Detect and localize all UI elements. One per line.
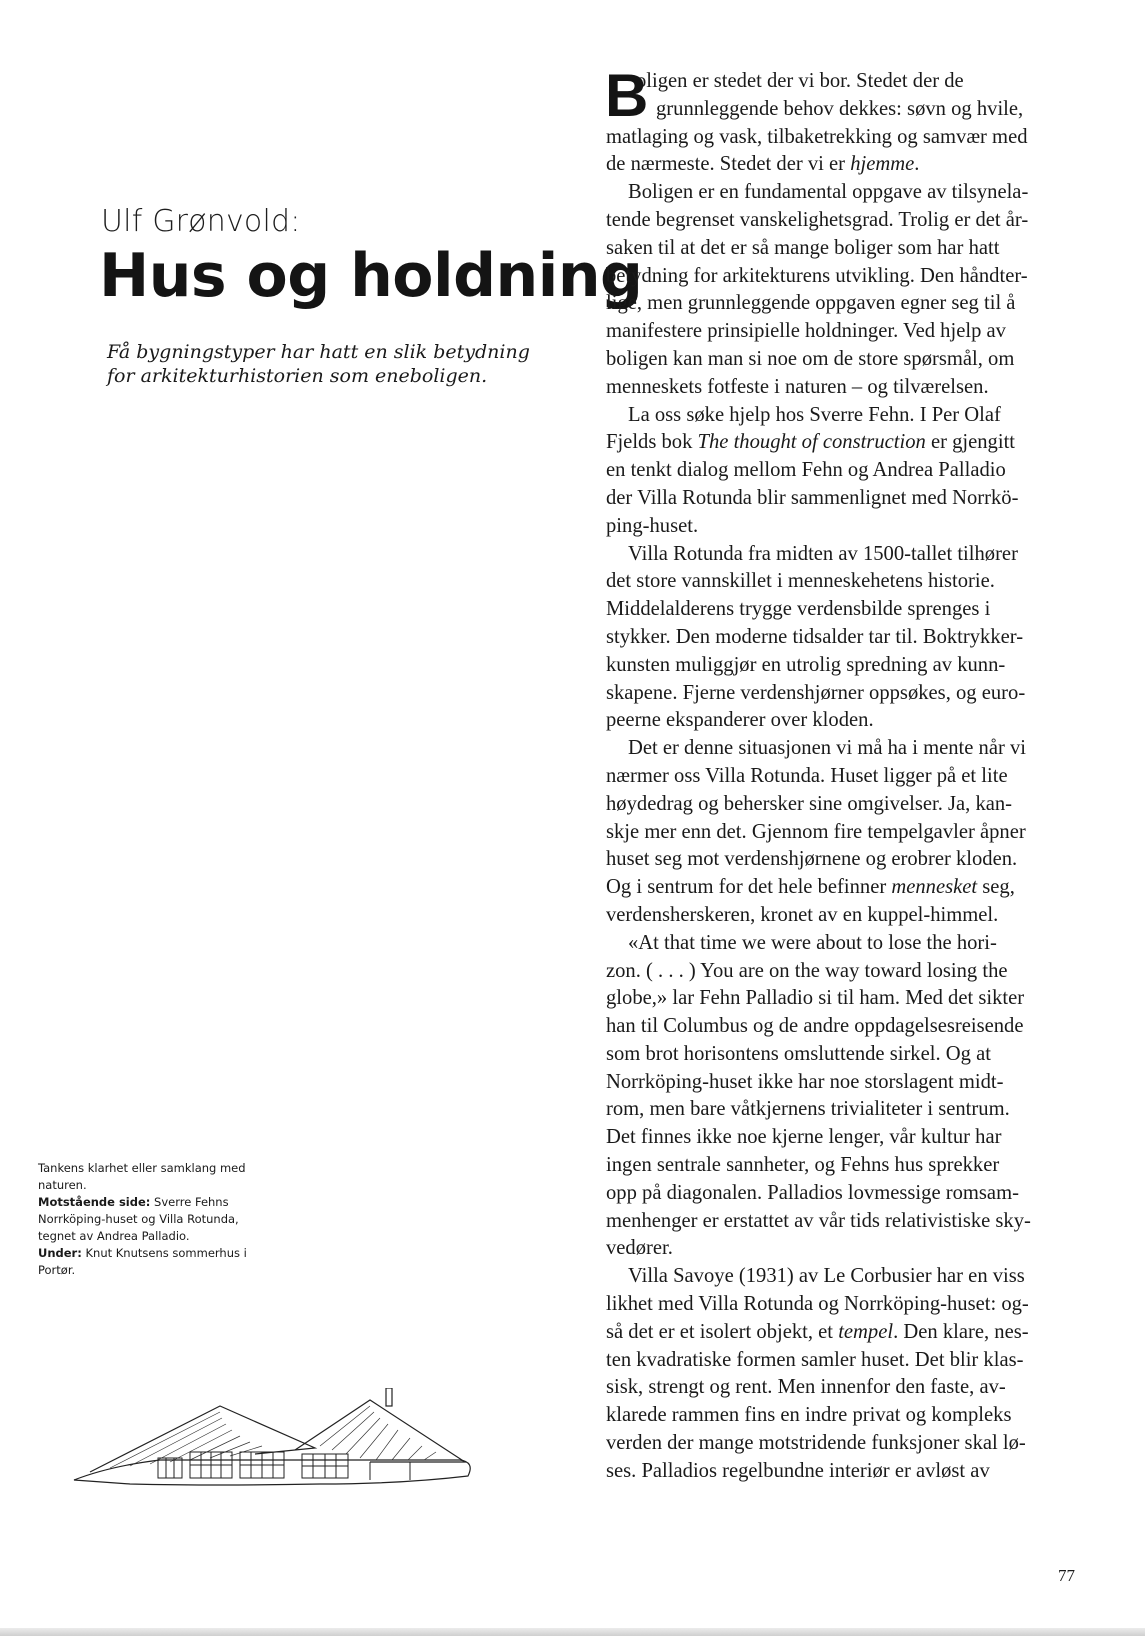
text-line: Boligen er en fundamental oppgave av tilsynela- xyxy=(628,181,1029,204)
house-sketch-illustration xyxy=(70,1388,490,1508)
text-line: vedører. xyxy=(606,1237,673,1260)
text-line: en tenkt dialog mellom Fehn og Andrea Palladio xyxy=(606,459,1006,482)
text-line: ping-huset. xyxy=(606,514,699,537)
caption-line xyxy=(38,1194,263,1211)
text-line: verdensherskeren, kronet av en kuppel-himmel. xyxy=(606,903,999,926)
text-run: seg, xyxy=(977,876,1015,899)
text-line: rom, men bare våtkjernens trivialiteter i sentrum. xyxy=(606,1098,1010,1121)
text-line xyxy=(606,429,1086,457)
text-line: ses. Palladios regelbundne interiør er avløst av xyxy=(606,1459,990,1482)
text-line: La oss søke hjelp hos Sverre Fehn. I Per Olaf xyxy=(628,403,1001,426)
lead-line: Få bygningstyper har hatt en slik betydning xyxy=(107,341,530,363)
text-line: Norrköping-huset ikke har noe storslagent midt- xyxy=(606,1070,1004,1093)
text-line: han til Columbus og de andre oppdagelsesreisende xyxy=(606,1015,1024,1038)
text-line: betydning for arkitekturens utvikling. Den håndter- xyxy=(606,264,1028,287)
text-run: de nærmeste. Stedet der vi er xyxy=(606,153,851,176)
emphasis: tempel xyxy=(838,1320,894,1343)
text-line: menneskets fotfeste i naturen – og tilværelsen. xyxy=(606,375,989,398)
caption-line xyxy=(38,1245,263,1262)
text-line: Middelalderens trygge verdensbilde sprenges i xyxy=(606,598,991,621)
emphasis: hjemme xyxy=(850,153,915,176)
article-lead xyxy=(107,340,577,388)
article-title: Hus og holdning xyxy=(99,241,643,311)
text-line: der Villa Rotunda blir sammenlignet med Norrkö- xyxy=(606,486,1019,509)
text-line: som brot horisontens omsluttende sirkel. Og at xyxy=(606,1042,991,1065)
text-line: verden der mange motstridende funksjoner skal lø- xyxy=(606,1432,1026,1455)
scan-edge xyxy=(0,1628,1145,1636)
text-line: klarede rammen fins en indre privat og kompleks xyxy=(606,1404,1012,1427)
text-line: likhet med Villa Rotunda og Norrköping-huset: og- xyxy=(606,1293,1029,1316)
text-line: «At that time we were about to lose the hori- xyxy=(628,931,997,954)
text-line: nærmer oss Villa Rotunda. Huset ligger på et lite xyxy=(606,764,1008,787)
text-line xyxy=(606,151,1086,179)
text-line: Det er denne situasjonen vi må ha i mente når vi xyxy=(628,737,1027,760)
caption-line: tegnet av Andrea Palladio. xyxy=(38,1229,190,1243)
caption-line: Portør. xyxy=(38,1263,76,1277)
text-line: boligen kan man si noe om de store spørsmål, om xyxy=(606,347,1015,370)
text-line: stykker. Den moderne tidsalder tar til. Boktrykker- xyxy=(606,625,1024,648)
text-line: ingen sentrale sannheter, og Fehns hus sprekker xyxy=(606,1154,1000,1177)
text-line: kunsten muliggjør en utrolig spredning av kunn- xyxy=(606,653,1006,676)
text-line xyxy=(606,1319,1086,1347)
text-run: Og i sentrum for det hele befinner xyxy=(606,876,892,899)
text-line: skapene. Fjerne verdenshjørner oppsøkes, og euro- xyxy=(606,681,1026,704)
text-line: lige, men grunnleggende oppgaven egner seg til å xyxy=(606,292,1016,315)
text-run: . Den klare, nes- xyxy=(893,1320,1029,1343)
text-line: huset seg mot verdenshjørnene og erobrer kloden. xyxy=(606,848,1018,871)
text-line: zon. ( . . . ) You are on the way toward losing the xyxy=(606,959,1008,982)
text-line: menhenger er erstattet av vår tids relativistiske sky- xyxy=(606,1209,1031,1232)
text-line: Det finnes ikke noe kjerne lenger, vår kultur har xyxy=(606,1126,1002,1149)
text-line: matlaging og vask, tilbaketrekking og samvær med xyxy=(606,125,1028,148)
text-line: manifestere prinsipielle holdninger. Ved hjelp av xyxy=(606,320,1006,343)
drop-cap: B xyxy=(605,62,649,129)
page-number: 77 xyxy=(1058,1566,1075,1585)
lead-line: for arkitekturhistorien som eneboligen. xyxy=(107,365,488,387)
caption-text: Sverre Fehns xyxy=(150,1195,229,1209)
text-line: grunnleggende behov dekkes: søvn og hvile, xyxy=(656,97,1024,120)
article-body xyxy=(605,62,1086,1486)
text-line: Villa Rotunda fra midten av 1500-tallet tilhører xyxy=(628,542,1018,565)
text-line: ten kvadratiske formen samler huset. Det blir klas- xyxy=(606,1348,1024,1371)
text-run: er gjengitt xyxy=(925,431,1016,454)
book-title: The thought of construction xyxy=(697,431,926,454)
caption-line: naturen. xyxy=(38,1178,87,1192)
text-line: skje mer enn det. Gjennom fire tempelgavler åpner xyxy=(606,820,1026,843)
caption-line: Tankens klarhet eller samklang med xyxy=(38,1161,246,1175)
text-line: det store vannskillet i menneskehetens historie. xyxy=(606,570,995,593)
text-line: oligen er stedet der vi bor. Stedet der de xyxy=(636,70,964,92)
text-line: opp på diagonalen. Palladios lovmessige romsam- xyxy=(606,1181,1019,1204)
image-caption xyxy=(38,1160,263,1279)
caption-label: Motstående side: xyxy=(38,1195,151,1209)
text-run: Fjelds bok xyxy=(606,431,698,454)
text-line: sisk, strengt og rent. Men innenfor den faste, av- xyxy=(606,1376,1006,1399)
text-run: . xyxy=(914,153,920,176)
emphasis: mennesket xyxy=(891,876,978,899)
text-line: tende begrenset vanskelighetsgrad. Trolig er det år- xyxy=(606,208,1029,231)
text-line: høydedrag og behersker sine omgivelser. Ja, kan- xyxy=(606,792,1013,815)
text-line: Villa Savoye (1931) av Le Corbusier har en viss xyxy=(628,1265,1025,1288)
text-run: så det er et isolert objekt, et xyxy=(606,1320,839,1343)
text-line xyxy=(606,874,1086,902)
text-line: globe,» lar Fehn Palladio si til ham. Med det sikter xyxy=(606,987,1025,1010)
author-name: Ulf Grønvold: xyxy=(101,204,301,239)
caption-line: Norrköping-huset og Villa Rotunda, xyxy=(38,1212,239,1226)
caption-label: Under: xyxy=(38,1246,82,1260)
caption-text: Knut Knutsens sommerhus i xyxy=(81,1246,247,1260)
text-line: peerne ekspanderer over kloden. xyxy=(606,709,874,732)
text-line: saken til at det er så mange boliger som har hatt xyxy=(606,236,1000,259)
